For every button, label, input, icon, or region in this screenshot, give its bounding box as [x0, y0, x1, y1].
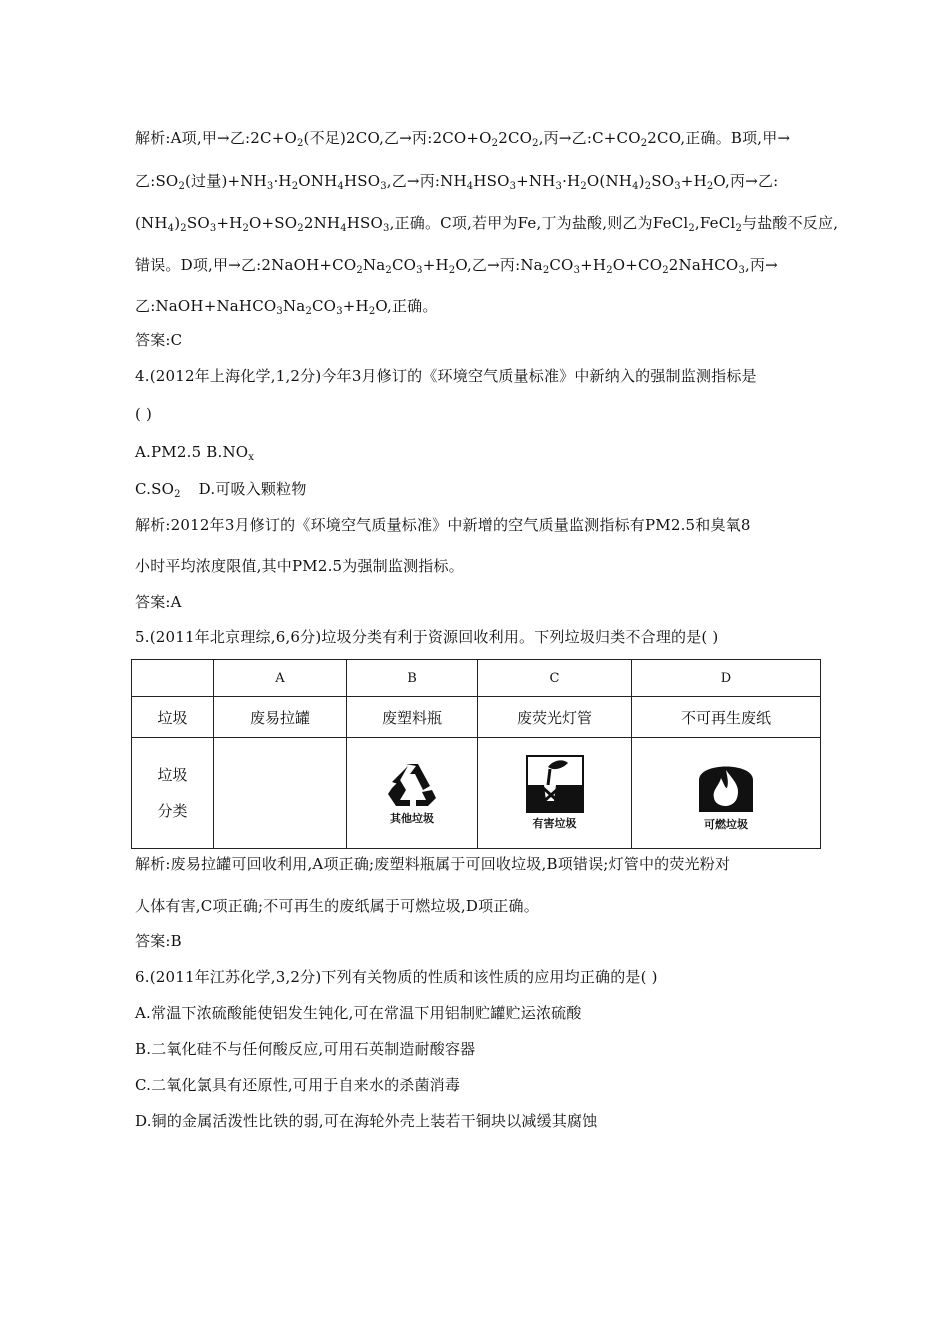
q5-class-cell	[478, 738, 632, 849]
other-garbage-sign	[386, 760, 438, 826]
q4-stem: 4.(2012年上海化学,1,2分)今年3月修订的《环境空气质量标准》中新纳入的强制监测指标是	[135, 367, 757, 385]
burnable-garbage-sign	[697, 754, 755, 832]
q5-analysis-line-2: 人体有害,C项正确;不可再生的废纸属于可燃垃圾,D项正确。	[135, 897, 539, 915]
q5-analysis-line-1: 解析:废易拉罐可回收利用,A项正确;废塑料瓶属于可回收垃圾,B项错误;灯管中的荧光粉对	[135, 855, 731, 873]
flame-icon	[697, 754, 755, 814]
q6-option-d: D.铜的金属活泼性比铁的弱,可在海轮外壳上装若干铜块以减缓其腐蚀	[135, 1112, 598, 1130]
sign-caption: 可燃垃圾	[704, 818, 748, 831]
q5-class-row	[132, 738, 821, 849]
q4-answer: 答案:A	[135, 593, 182, 611]
q5-class-cell	[632, 738, 821, 849]
q4-options-cd: $C.SO_2$ D.可吸入颗粒物	[135, 480, 307, 500]
hazard-icon	[526, 755, 584, 813]
q5-row-label: 垃圾	[132, 697, 214, 738]
q5-garbage-row	[132, 697, 821, 738]
q4-options-ab: A.PM2.5 $B.NO_x$	[135, 443, 255, 463]
q3-analysis-line-4: 错误。D项,甲→乙$:2NaOH+CO_2Na_2CO_3+H_2O$,乙→丙$:Na_2CO_3+H_2O+CO_22NaHCO_3$,丙→	[135, 256, 778, 276]
q4-analysis-line-1: 解析:2012年3月修订的《环境空气质量标准》中新增的空气质量监测指标有PM2.5和臭氧8	[135, 516, 751, 534]
q3-answer: 答案:C	[135, 331, 183, 349]
q6-option-b: B.二氧化硅不与任何酸反应,可用石英制造耐酸容器	[135, 1040, 476, 1058]
q5-header-cell: A	[214, 660, 347, 697]
q5-stem: 5.(2011年北京理综,6,6分)垃圾分类有利于资源回收利用。下列垃圾归类不合理的是( )	[135, 628, 719, 646]
q3-analysis-line-5: 乙$:NaOH+NaHCO_3Na_2CO_3+H_2O$,正确。	[135, 297, 438, 317]
q5-garbage-cell: 废荧光灯管	[478, 697, 632, 738]
q6-option-a: A.常温下浓硫酸能使铝发生钝化,可在常温下用铝制贮罐贮运浓硫酸	[135, 1004, 582, 1022]
q5-row-label: 垃圾 分类	[132, 738, 214, 849]
q3-analysis-line-3: $(NH_4)_2SO_3+H_2O+SO_22NH_4HSO_3$,正确。C项,若甲为Fe,丁为盐酸,则乙为FeCl$_2$,FeCl$_2$与盐酸不反应,	[135, 214, 839, 234]
q5-garbage-cell: 废易拉罐	[214, 697, 347, 738]
q5-garbage-cell: 不可再生废纸	[632, 697, 821, 738]
q5-header-cell	[132, 660, 214, 697]
q3-analysis-line-1: 解析:A项,甲→乙$:2C+O_2$(不足)2CO,乙→丙$:2CO+O_22CO_2$,丙→乙$:C+CO_22CO$,正确。B项,甲→	[135, 129, 791, 149]
q3-analysis-line-2: 乙$:SO_2$(过量)$+NH_3\cdot H_2ONH_4HSO_3$,乙→丙$:NH_4HSO_3+NH_3\cdot H_2O(NH_4)_2SO_3+H_2O$,丙→乙:	[135, 172, 779, 192]
q4-analysis-line-2: 小时平均浓度限值,其中PM2.5为强制监测指标。	[135, 557, 464, 575]
q5-table	[131, 659, 821, 849]
q5-class-cell-empty	[214, 738, 347, 849]
sign-caption: 其他垃圾	[390, 812, 434, 825]
q6-stem: 6.(2011年江苏化学,3,2分)下列有关物质的性质和该性质的应用均正确的是( )	[135, 968, 658, 986]
q5-header-row	[132, 660, 821, 697]
q5-header-cell: C	[478, 660, 632, 697]
q5-class-cell	[347, 738, 478, 849]
hazardous-garbage-sign	[526, 755, 584, 831]
q4-blank: ( )	[135, 405, 153, 423]
q5-answer: 答案:B	[135, 932, 182, 950]
recycle-icon	[386, 760, 438, 808]
sign-caption: 有害垃圾	[532, 817, 577, 830]
q5-header-cell: B	[347, 660, 478, 697]
q5-header-cell: D	[632, 660, 821, 697]
q5-garbage-cell: 废塑料瓶	[347, 697, 478, 738]
q6-option-c: C.二氧化氯具有还原性,可用于自来水的杀菌消毒	[135, 1076, 461, 1094]
